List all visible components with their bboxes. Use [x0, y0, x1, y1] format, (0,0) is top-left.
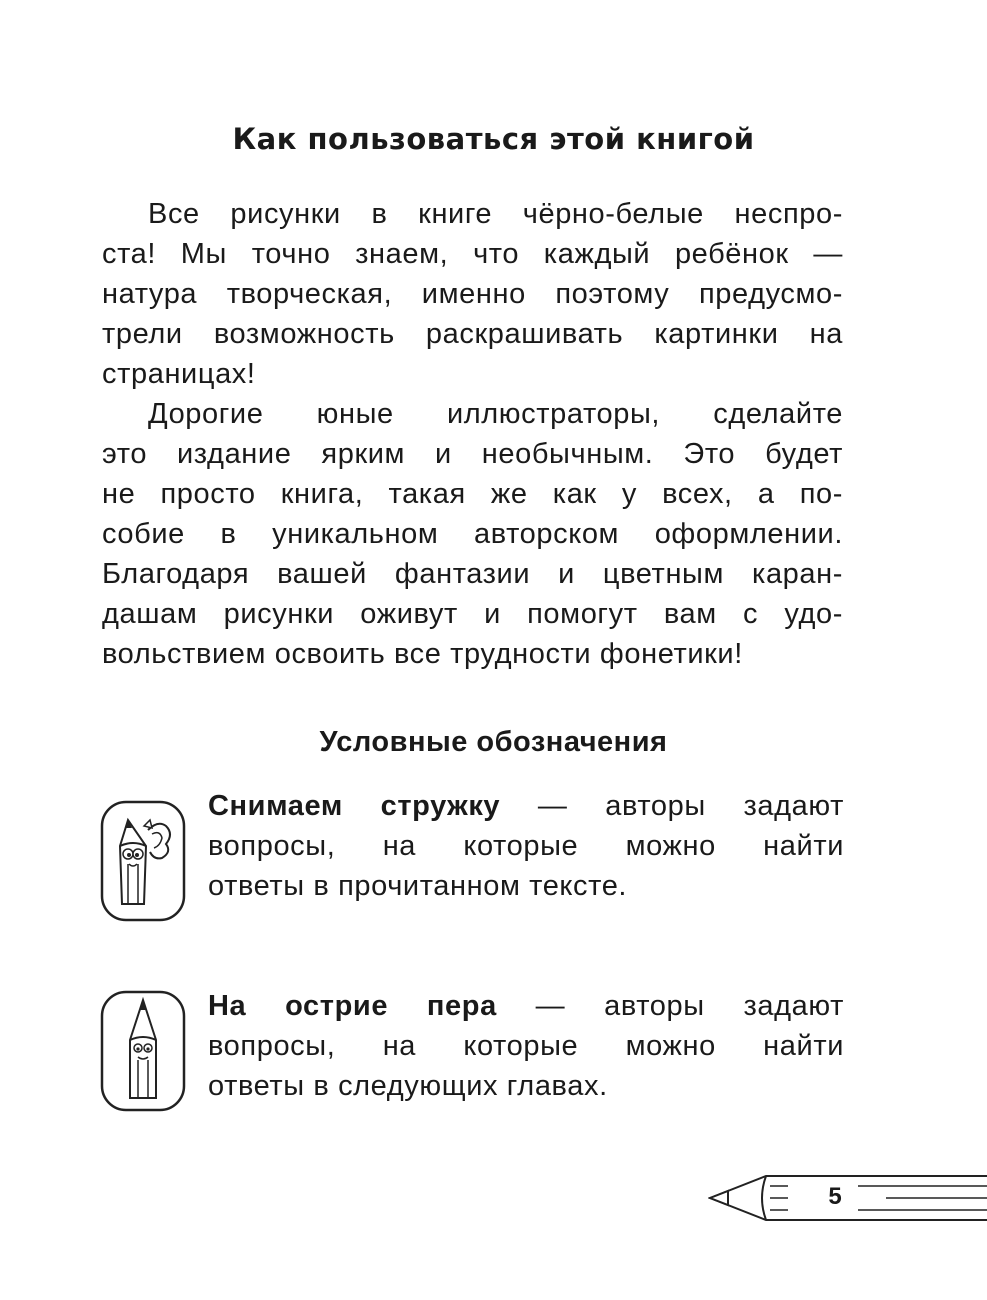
- pencil-shavings-icon: [100, 800, 186, 922]
- text-line: ста! Мы точно знаем, что каждый ребёнок —: [102, 238, 843, 270]
- pencil-tip-icon: [100, 990, 186, 1112]
- legend-term: На острие пера: [208, 990, 497, 1022]
- page-title: Как пользоваться этой книгой: [232, 122, 755, 156]
- legend-item-shavings: [208, 786, 844, 906]
- text-line: натура творческая, именно поэтому предусмо-: [102, 278, 843, 310]
- text-line: Все рисунки в книге чёрно-белые неспро-: [148, 198, 843, 230]
- text-line: дашам рисунки оживут и помогут вам с удо-: [102, 598, 843, 630]
- legend-definition: — авторы задают: [500, 790, 844, 822]
- page-number: 5: [828, 1183, 842, 1210]
- text-line: страницах!: [102, 358, 256, 390]
- text-line: [208, 786, 844, 826]
- legend-item-pen-tip: [208, 986, 844, 1106]
- text-line: вопросы, на которые можно найти: [208, 830, 844, 862]
- text-line: это издание ярким и необычным. Это будет: [102, 438, 843, 470]
- text-line: собие в уникальном авторском оформлении.: [102, 518, 843, 550]
- legend-term: Снимаем стружку: [208, 790, 501, 822]
- text-line: вопросы, на которые можно найти: [208, 1030, 844, 1062]
- legend-definition: — авторы задают: [496, 990, 844, 1022]
- intro-paragraph-2: [102, 394, 843, 674]
- intro-paragraph-1: [102, 194, 843, 394]
- text-line: Дорогие юные иллюстраторы, сделайте: [148, 398, 843, 430]
- text-line: вольствием освоить все трудности фонетики!: [102, 638, 743, 670]
- text-line: трели возможность раскрашивать картинки на: [102, 318, 843, 350]
- text-line: ответы в прочитанном тексте.: [208, 870, 628, 902]
- text-line: ответы в следующих главах.: [208, 1070, 608, 1102]
- legend-heading: Условные обозначения: [319, 726, 668, 758]
- text-line: Благодаря вашей фантазии и цветным каран-: [102, 558, 843, 590]
- text-line: [208, 986, 844, 1026]
- text-line: не просто книга, такая же как у всех, а по-: [102, 478, 843, 510]
